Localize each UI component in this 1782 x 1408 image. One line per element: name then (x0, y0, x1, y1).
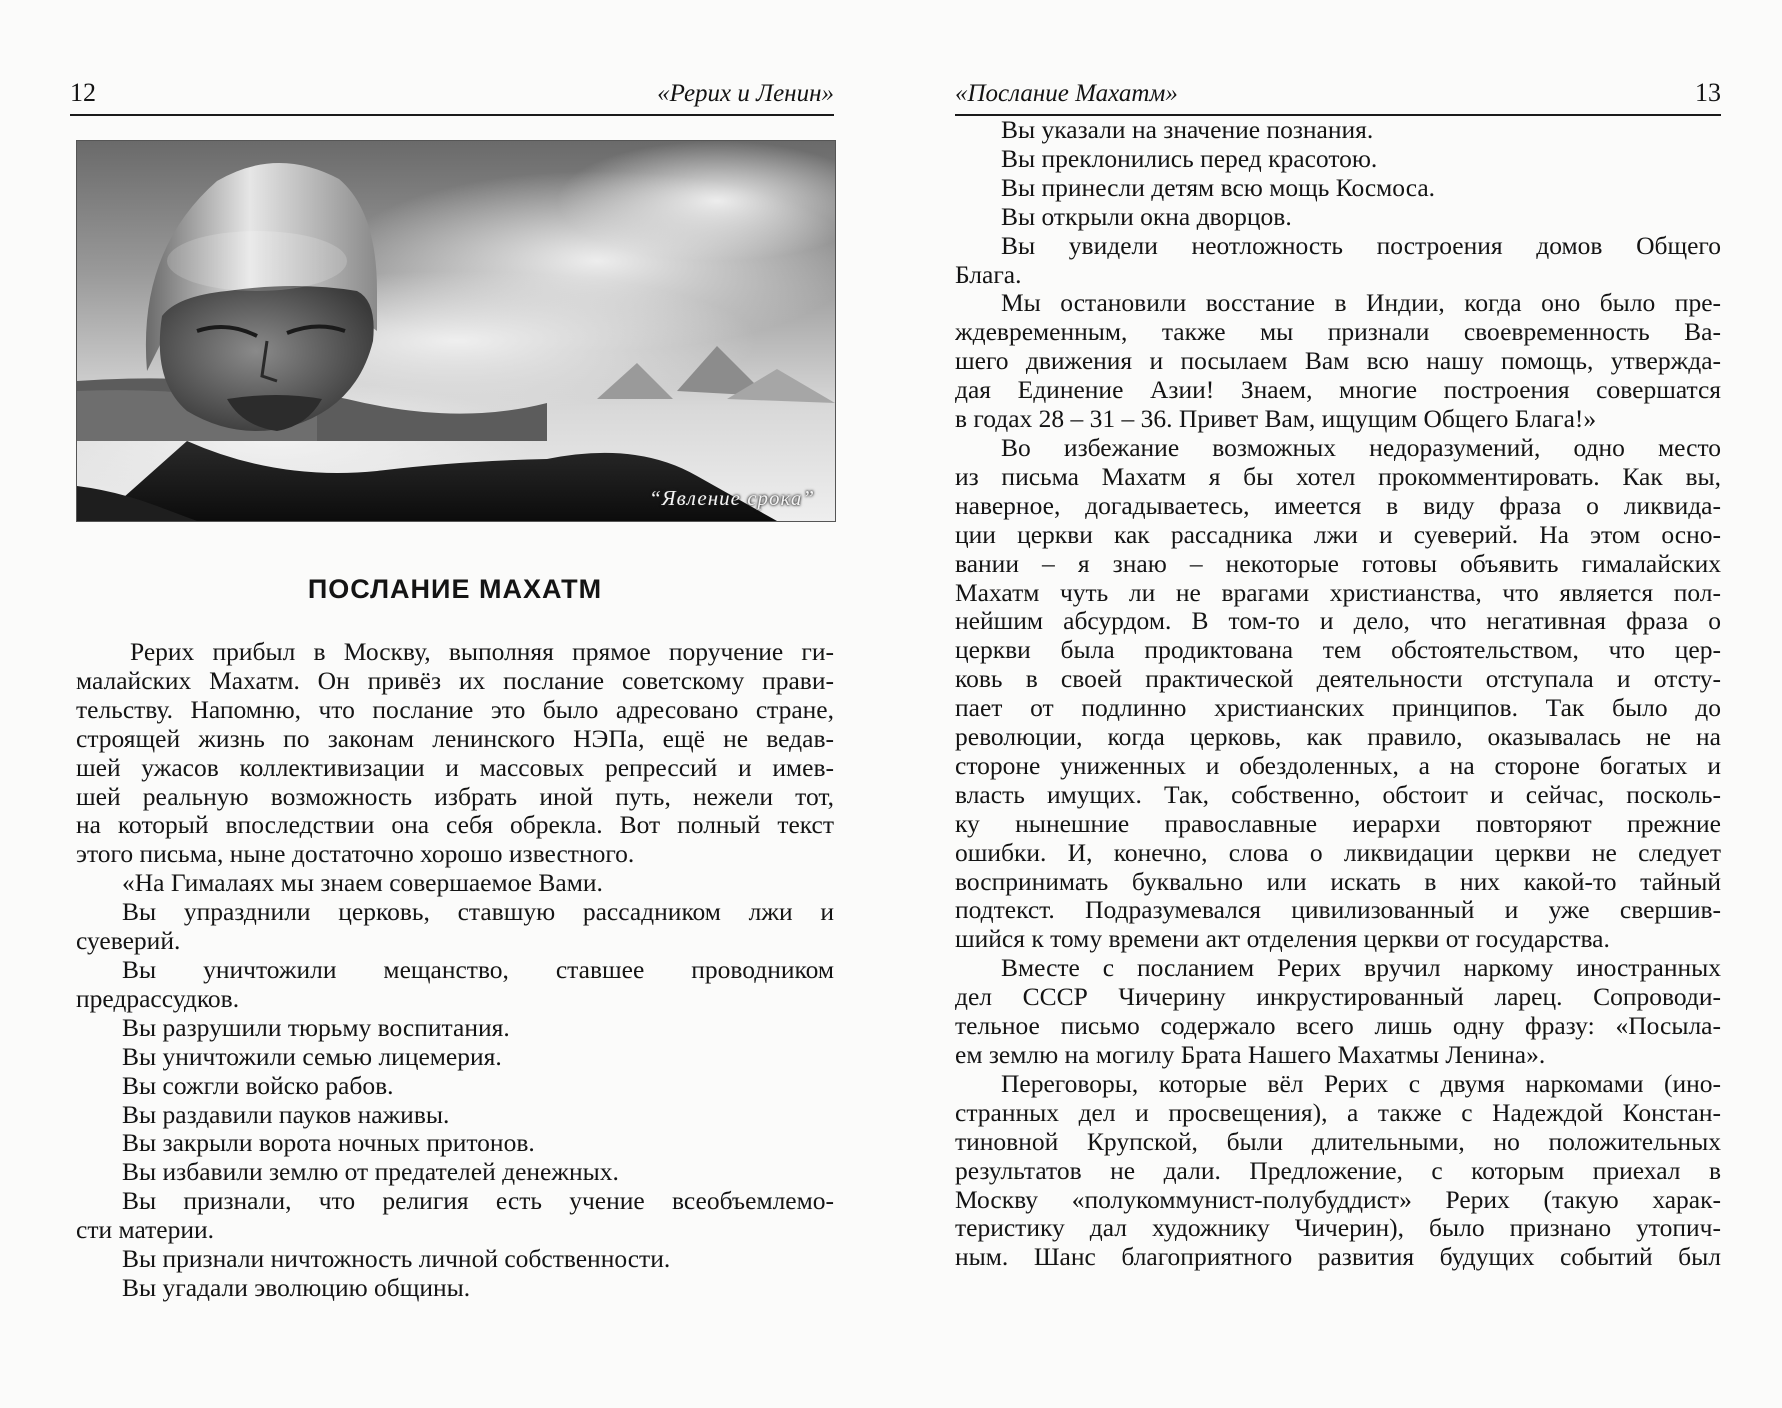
text-line: шей ужасов коллективизации и массовых репрессий и имев- (76, 753, 834, 782)
section-heading: ПОСЛАНИЕ МАХАТМ (307, 574, 603, 604)
text-line: Во избежание возможных недоразумений, одно место (1001, 433, 1721, 462)
text-line: дел СССР Чичерину инкрустированный ларец. Сопроводи- (955, 983, 1721, 1012)
text-line: малайских Махатм. Он привёз их послание советскому прави- (76, 666, 834, 695)
illustration-caption: “Явление срока” (649, 486, 815, 510)
running-head: «Рерих и Ленин» (657, 80, 834, 107)
text-line: ждевременным, также мы признали своевременность Ва- (955, 318, 1721, 347)
text-line: Вы избавили землю от предателей денежных. (122, 1158, 619, 1187)
text-line: ошибки. И, конечно, слова о ликвидации церкви не следует (955, 838, 1721, 867)
text-line: ным. Шанс благоприятного развития будущих событий был (955, 1243, 1721, 1272)
running-head: «Послание Махатм» (955, 80, 1178, 107)
text-line: подтекст. Подразумевался цивилизованный и уже свершив- (955, 896, 1721, 925)
text-line: власть имущих. Так, собственно, обстоит и сейчас, посколь- (955, 780, 1721, 809)
text-line: на который впоследствии она себя обрекла. Вот полный текст (76, 811, 834, 840)
left-page-header (70, 62, 834, 116)
text-line: строящей жизнь по законам ленинского НЭПа, ещё не ведав- (76, 724, 834, 753)
text-line: дая Единение Азии! Знаем, многие построения совершатся (955, 376, 1721, 405)
text-line: воспринимать буквально или искать в них какой-то тайный (955, 867, 1721, 896)
right-page (891, 0, 1782, 1408)
text-line: Вы угадали эволюцию общины. (122, 1273, 471, 1302)
text-line: тиновной Крупской, были длительными, но положительных (955, 1127, 1721, 1156)
text-line: Вы раздавили пауков наживы. (122, 1100, 450, 1129)
text-line: шей реальную возможность избрать иной путь, нежели тот, (76, 782, 834, 811)
text-line: шего движения и посылаем Вам всю нашу помощь, утвержда- (955, 347, 1721, 376)
text-line: стороне униженных и обездоленных, а на стороне богатых и (955, 751, 1721, 780)
text-line: предрассудков. (76, 984, 240, 1013)
text-line: Вы упразднили церковь, ставшую рассадником лжи и (122, 898, 834, 927)
text-line: ем землю на могилу Брата Нашего Махатмы Ленина». (955, 1041, 1546, 1069)
text-line: пает от подлинно христианских принципов. Так было до (955, 694, 1721, 723)
text-line: «На Гималаях мы знаем совершаемое Вами. (122, 869, 603, 898)
text-line: нейшим абсурдом. В том-то и дело, что негативная фраза о (955, 607, 1721, 636)
text-line: Вы сожгли войско рабов. (122, 1071, 394, 1100)
text-line: сти материи. (76, 1216, 214, 1245)
text-line: суеверий. (76, 927, 181, 956)
text-line: церкви была продиктована тем обстоятельством, что цер- (955, 636, 1721, 665)
text-line: Блага. (955, 260, 1022, 289)
text-line: Вы преклонились перед красотою. (1001, 144, 1378, 173)
text-line: Рерих прибыл в Москву, выполняя прямое поручение ги- (130, 638, 834, 666)
text-line: ку нынешние православные иерархи повторяют прежние (955, 809, 1721, 838)
right-page-header (955, 62, 1721, 116)
text-line: странных дел и просвещения), а также с Надеждой Констан- (955, 1098, 1721, 1127)
text-line: результатов не дали. Предложение, с которым приехал в (955, 1156, 1721, 1185)
text-line: наверное, догадываетесь, имеется в виду фраза о ликвида- (955, 491, 1721, 520)
text-line: Вы разрушили тюрьму воспитания. (122, 1013, 510, 1042)
text-line: Вы закрыли ворота ночных притонов. (122, 1129, 535, 1158)
text-line: тельное письмо содержало всего лишь одну фразу: «Посыла- (955, 1012, 1721, 1041)
text-line: революции, когда церковь, как правило, оказывалась не на (955, 723, 1721, 752)
text-line: в годах 28 – 31 – 36. Привет Вам, ищущим Общего Блага!» (955, 405, 1597, 434)
text-line: Вы открыли окна дворцов. (1001, 202, 1292, 231)
right-body-text (955, 116, 1721, 1272)
text-line: Вместе с посланием Рерих вручил наркому иностранных (1001, 954, 1721, 983)
text-line: Москву «полукоммунист-полубуддист» Рерих (такую харак- (955, 1185, 1721, 1214)
text-line: Вы принесли детям всю мощь Космоса. (1001, 173, 1436, 202)
text-line: Мы остановили восстание в Индии, когда оно было пре- (1001, 289, 1721, 318)
text-line: теристику дал художнику Чичерин), было признано утопич- (955, 1214, 1721, 1243)
text-line: Махатм чуть ли не врагами христианства, что является пол- (955, 578, 1721, 607)
text-line: Переговоры, которые вёл Рерих с двумя наркомами (ино- (1001, 1069, 1721, 1098)
page-number: 12 (70, 78, 96, 107)
text-line: Вы увидели неотложность построения домов Общего (1001, 231, 1721, 260)
text-line: тельству. Напомню, что послание это было адресовано стране, (76, 695, 834, 724)
text-line: из письма Махатм я бы хотел прокомментировать. Как вы, (955, 462, 1721, 491)
text-line: Вы признали ничтожность личной собственности. (122, 1245, 671, 1274)
text-line: Вы уничтожили семью лицемерия. (122, 1042, 502, 1071)
left-body-text (76, 638, 834, 1303)
text-line: Вы признали, что религия есть учение всеобъемлемо- (122, 1187, 834, 1216)
text-line: Вы уничтожили мещанство, ставшее проводником (122, 955, 834, 984)
text-line: ковь в своей практической деятельности отступала и отсту- (955, 665, 1721, 694)
text-line: ции церкви как рассадника лжи и суеверий. На этом осно- (955, 520, 1721, 549)
page-number: 13 (1695, 78, 1721, 107)
painting-image (77, 141, 835, 521)
text-line: Вы указали на значение познания. (1001, 116, 1374, 144)
text-line: вании – я знаю – некоторые готовы объявить гималайских (955, 549, 1721, 578)
illustration (76, 140, 836, 522)
text-line: этого письма, ныне достаточно хорошо известного. (76, 840, 635, 869)
text-line: шийся к тому времени акт отделения церкви от государства. (955, 925, 1610, 954)
